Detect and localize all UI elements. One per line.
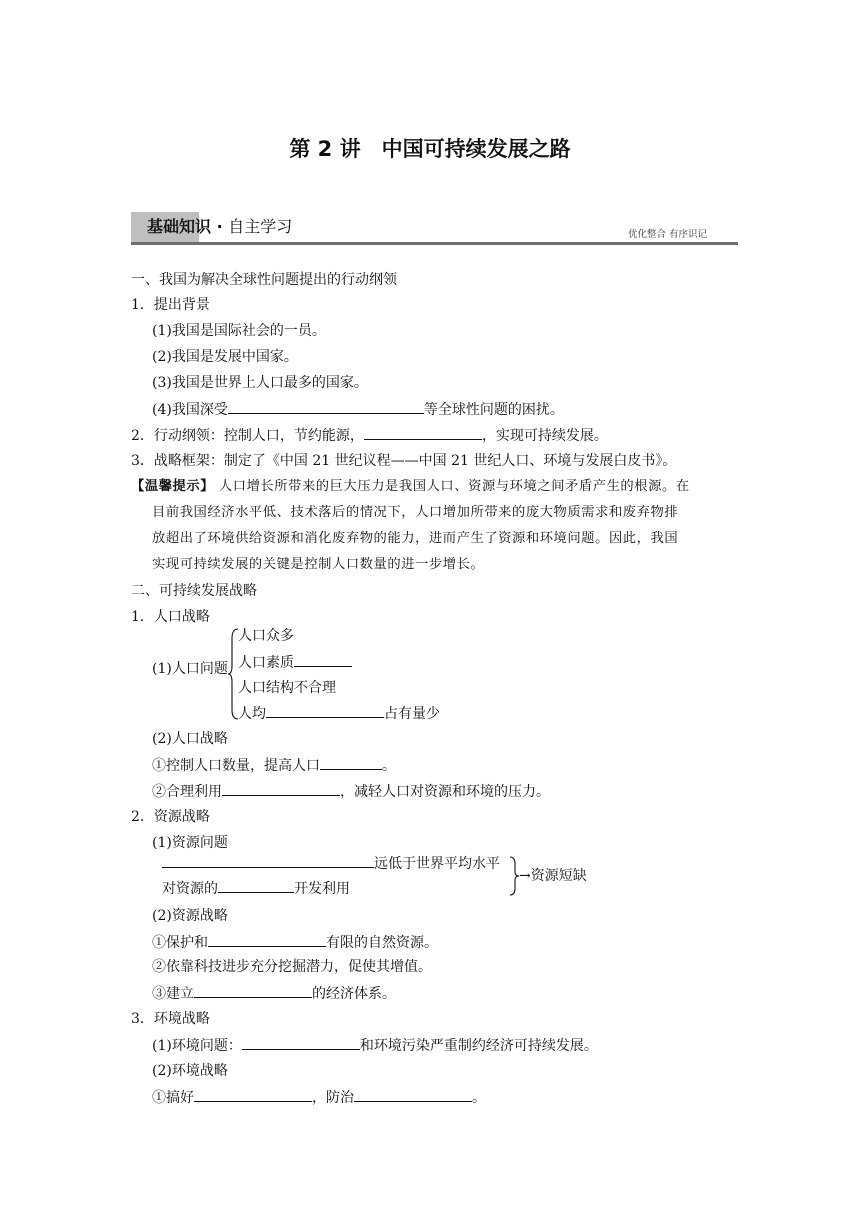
per-capita-label: 人均: [238, 706, 266, 722]
resource-strategy-3-end: 的经济体系。: [312, 986, 396, 1002]
population-strategy-1-end: 。: [382, 758, 396, 774]
background-2: (2)我国是发展中国家。: [152, 349, 298, 365]
blank-action-program: [364, 425, 482, 440]
resource-strategy-3: [152, 983, 396, 1004]
environment-strategy-1-end: 。: [472, 1090, 486, 1106]
population-problem-3: 人口结构不合理: [238, 680, 336, 696]
resource-strategy-1-start: ①保护和: [152, 935, 208, 951]
background-4: [152, 399, 564, 420]
environment-problem-end: 和环境污染严重制约经济可持续发展。: [359, 1038, 598, 1054]
background-4-start: (4)我国深受: [152, 402, 228, 418]
section1-heading: 一、我国为解决全球性问题提出的行动纲领: [131, 272, 397, 288]
tip-line-1: [131, 477, 690, 497]
population-problem-1: 人口众多: [238, 628, 294, 644]
item-strategy-framework: 3．战略框架：制定了《中国 21 世纪议程——中国 21 世纪人口、环境与发展白皮书》。: [131, 453, 677, 469]
population-strategy-label: (2)人口战略: [152, 731, 228, 747]
blank-population-strategy-1: [320, 755, 382, 770]
tip-label: 【温馨提示】: [131, 479, 215, 494]
item-action-program: [131, 425, 608, 446]
population-strategy-2-start: ②合理利用: [152, 784, 222, 800]
section-banner: [147, 216, 292, 238]
resource-problem-label: (1)资源问题: [152, 835, 228, 851]
resource-problem-1-end: 远低于世界平均水平: [374, 856, 500, 872]
background-3: (3)我国是世界上人口最多的国家。: [152, 375, 368, 391]
item-resource-strategy: 2．资源战略: [131, 809, 210, 825]
resource-problem-2-start: 对资源的: [162, 881, 218, 897]
section2-heading: 二、可持续发展战略: [131, 583, 257, 599]
action-program-start: 2．行动纲领：控制人口，节约能源，: [131, 428, 364, 444]
resource-strategy-label: (2)资源战略: [152, 908, 228, 924]
resource-result: →资源短缺: [519, 868, 587, 884]
population-strategy-2: [152, 781, 550, 802]
resource-problem-1: [162, 853, 500, 874]
population-strategy-2-end: ，减轻人口对资源和环境的压力。: [340, 784, 550, 800]
blank-per-capita: [266, 703, 384, 718]
blank-resource-strategy-1: [208, 932, 326, 947]
tip-line-4: 实现可持续发展的关键是控制人口数量的进一步增长。: [152, 557, 485, 572]
resource-strategy-3-start: ③建立: [152, 986, 194, 1002]
population-strategy-1: [152, 755, 396, 776]
blank-population-quality: [294, 652, 352, 667]
tip-line-2: 目前我国经济水平低、技术落后的情况下，人口增加所带来的庞大物质需求和废弃物排: [152, 505, 679, 520]
blank-environment-problem: [242, 1035, 360, 1050]
population-problem-4: [238, 703, 440, 724]
background-1: (1)我国是国际社会的一员。: [152, 323, 326, 339]
blank-resource-problem-2: [218, 878, 294, 893]
banner-right-note: 优化整合 有序识记: [628, 229, 708, 240]
banner-main: 基础知识: [147, 217, 212, 236]
banner-divider: [131, 242, 738, 245]
population-problem-label: (1)人口问题: [152, 661, 228, 677]
resource-problem-2-end: 开发利用: [294, 881, 350, 897]
environment-strategy-1-start: ①搞好: [152, 1090, 194, 1106]
resource-strategy-1: [152, 932, 438, 953]
item-population-strategy: 1．人口战略: [131, 609, 210, 625]
blank-population-strategy-2: [222, 781, 340, 796]
blank-resource-strategy-3: [194, 983, 312, 998]
tip-text-1: 人口增长所带来的巨大压力是我国人口、资源与环境之间矛盾产生的根源。在: [218, 479, 690, 494]
population-quality-label: 人口素质: [238, 655, 294, 671]
blank-environment-strategy-1a: [194, 1087, 312, 1102]
environment-strategy-label: (2)环境战略: [152, 1063, 228, 1079]
environment-strategy-1: [152, 1087, 486, 1108]
population-problem-2: [238, 652, 352, 673]
tip-line-3: 放超出了环境供给资源和消化废弃物的能力，进而产生了资源和环境问题。因此，我国: [152, 531, 679, 546]
page-title: 第 2 讲 中国可持续发展之路: [289, 137, 571, 161]
background-4-end: 等全球性问题的困扰。: [423, 402, 564, 418]
population-strategy-1-start: ①控制人口数量，提高人口: [152, 758, 320, 774]
per-capita-end: 占有量少: [384, 706, 440, 722]
banner-sep: ·: [211, 217, 229, 236]
resource-strategy-2: ②依靠科技进步充分挖掘潜力，促使其增值。: [152, 959, 432, 975]
action-program-end: ，实现可持续发展。: [481, 428, 608, 444]
item-environment-strategy: 3．环境战略: [131, 1011, 210, 1027]
environment-problem: [152, 1035, 598, 1056]
resource-problem-2: [162, 878, 350, 899]
blank-environment-strategy-1b: [354, 1087, 472, 1102]
environment-strategy-1-mid: ，防治: [312, 1090, 354, 1106]
blank-global-problems: [228, 399, 424, 414]
item-background: 1．提出背景: [131, 297, 210, 313]
environment-problem-start: (1)环境问题：: [152, 1038, 242, 1054]
resource-strategy-1-end: 有限的自然资源。: [326, 935, 438, 951]
banner-sub: 自主学习: [228, 217, 293, 236]
blank-resource-problem-1: [162, 853, 374, 868]
